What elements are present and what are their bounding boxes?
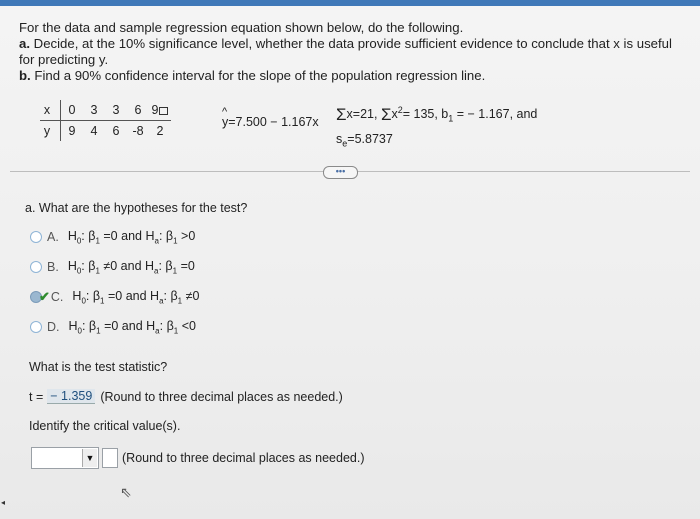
y-cell: 6: [112, 124, 120, 138]
t-answer-field[interactable]: − 1.359: [47, 389, 95, 404]
correct-check-icon: ✔: [39, 289, 50, 305]
option-a[interactable]: A. $H_0$: $\beta_1 =0$ and $H_a$: $\beta_1 >0$: [30, 229, 195, 246]
dropdown-arrow-icon[interactable]: ▼: [82, 449, 97, 467]
y-cell: -8: [132, 124, 144, 138]
x-cell: 0: [61, 100, 84, 121]
critical-value-input[interactable]: [102, 448, 118, 468]
critical-value-line: [31, 447, 365, 469]
sigma-icon: Σ: [336, 105, 347, 125]
option-c[interactable]: ✔ C. $H_0$: $\beta_1 =0$ and $H_a$: $\beta_1 \ne 0$: [30, 289, 199, 306]
x-cell: 3: [105, 100, 127, 121]
radio-button[interactable]: [30, 231, 42, 243]
test-statistic-prompt: What is the test statistic?: [29, 360, 168, 374]
x-cell: 6: [127, 100, 149, 121]
hypothesis-text: $H_0$: $\beta_1 =0$ and $H_a$: $\beta_1 <0$: [68, 319, 196, 336]
data-table: [40, 100, 171, 141]
sums-line: Σx=21, $\Sigma x^2= 135$, $b_1$ = − 1.167, and: [336, 105, 538, 125]
x-cell-last: 9: [149, 100, 171, 121]
y-cell: 9: [68, 124, 76, 138]
sigma-icon: Σ: [380, 105, 392, 125]
option-d[interactable]: D. $H_0$: $\beta_1 =0$ and $H_a$: $\beta_1 <0$: [30, 319, 196, 336]
x-row: [40, 100, 171, 121]
x-cell: 3: [83, 100, 105, 121]
copy-data-icon[interactable]: [159, 107, 168, 115]
y-cell: 4: [90, 124, 98, 138]
test-statistic-line: [29, 389, 343, 404]
part-b-text: b. Find a 90% confidence interval for the slope of the population regression line.: [19, 68, 486, 83]
more-button[interactable]: •••: [323, 166, 358, 179]
critical-value-dropdown[interactable]: [31, 447, 99, 469]
critical-value-prompt: Identify the critical value(s).: [29, 419, 181, 433]
radio-button[interactable]: [30, 321, 42, 333]
regression-equation: ^ y=7.500 − 1.167x: [222, 106, 319, 129]
option-b[interactable]: B. $H_0$: $\beta_1 \ne 0$ and $H_a$: $\beta_1 =0$: [30, 259, 195, 276]
summary-statistics: [336, 100, 537, 153]
y-hat-symbol: ^ y: [222, 106, 229, 129]
x-row-label: x: [40, 100, 61, 121]
t-label: t =: [29, 389, 44, 404]
y-cell: 2: [156, 124, 164, 138]
rounding-note: (Round to three decimal places as needed.): [122, 451, 365, 465]
intro-line: For the data and sample regression equation shown below, do the following.: [19, 20, 464, 35]
se-line: $s_e=5.8737$: [336, 131, 393, 149]
hypothesis-text: $H_0$: $\beta_1 =0$ and $H_a$: $\beta_1 \ne 0$: [72, 289, 200, 306]
part-a-text: a. Decide, at the 10% significance level, whether the data provide sufficient evidence to conclude that x is useful for predicting y.: [19, 36, 672, 67]
hypothesis-text: $H_0$: $\beta_1 =0$ and $H_a$: $\beta_1 >0$: [67, 229, 196, 246]
radio-button[interactable]: [30, 261, 42, 273]
hypothesis-text: $H_0$: $\beta_1 \ne 0$ and $H_a$: $\beta_1 =0$: [67, 259, 195, 276]
y-row: [40, 121, 171, 142]
hypotheses-prompt: a. What are the hypotheses for the test?: [25, 201, 248, 215]
rounding-note: (Round to three decimal places as needed.): [100, 389, 343, 404]
question-intro: [19, 20, 689, 84]
y-row-label: y: [40, 121, 61, 142]
scroll-marker-icon: ◂: [1, 498, 6, 507]
mouse-pointer-icon: ⇖: [120, 484, 132, 500]
